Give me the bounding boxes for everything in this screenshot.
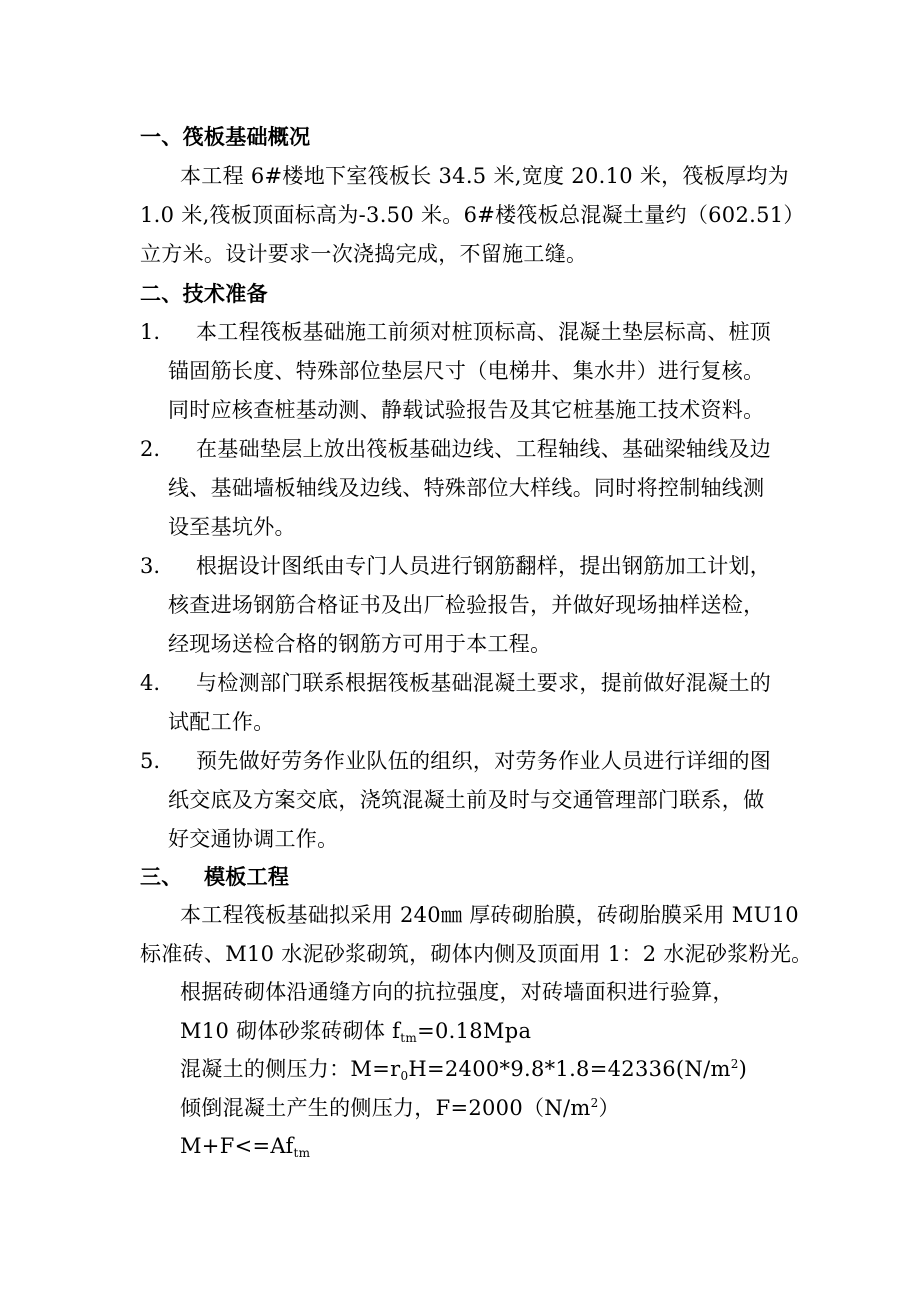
list-item-number: 4.: [140, 671, 161, 695]
list-item-line: 线、基础墙板轴线及边线、特殊部位大样线。同时将控制轴线测: [168, 476, 765, 500]
section-3-heading: 模板工程: [204, 864, 290, 889]
list-item-line: 锚固筋长度、特殊部位垫层尺寸（电梯井、集水井）进行复核。: [168, 359, 765, 383]
list-item-line: 在基础垫层上放出筏板基础边线、工程轴线、基础梁轴线及边: [196, 437, 772, 461]
list-item-line: 根据设计图纸由专门人员进行钢筋翻样，提出钢筋加工计划，: [196, 554, 772, 578]
formula-check-condition: $M+F<=Af_{tm}$: [180, 1134, 311, 1160]
section-3-line: 标准砖、M10 水泥砂浆砌筑，砌体内侧及顶面用 1：2 水泥砂浆粉光。: [140, 942, 813, 966]
section-3-heading-number: 三、: [140, 864, 183, 889]
section-1-line: 1.0 米,筏板顶面标高为-3.50 米。6#楼筏板总混凝土量约（602.51）: [140, 203, 805, 227]
section-2-heading: 二、技术准备: [140, 281, 268, 306]
list-item-line: 试配工作。: [168, 710, 275, 734]
list-item-number: 1.: [140, 320, 161, 344]
list-item-line: 好交通协调工作。: [168, 827, 339, 851]
list-item-number: 5.: [140, 749, 161, 773]
list-item-line: 纸交底及方案交底，浇筑混凝土前及时与交通管理部门联系，做: [168, 788, 765, 812]
list-item-line: 同时应核查桩基动测、静载试验报告及其它桩基施工技术资料。: [168, 398, 765, 422]
list-item-line: 本工程筏板基础施工前须对桩顶标高、混凝土垫层标高、桩顶: [196, 320, 772, 344]
section-1-heading: 一、筏板基础概况: [140, 124, 311, 149]
formula-lateral-pressure: 混凝土的侧压力：$M=r_0H=2400*9.8*1.8=42336(N/m^2)$: [180, 1057, 748, 1083]
section-1-line: 立方米。设计要求一次浇捣完成，不留施工缝。: [140, 242, 588, 266]
list-item-number: 3.: [140, 554, 161, 578]
list-item-line: 与检测部门联系根据筏板基础混凝土要求，提前做好混凝土的: [196, 671, 772, 695]
list-item-number: 2.: [140, 437, 161, 461]
formula-masonry-strength: M10 砌体砂浆砖砌体 $f_{tm}=0.18Mpa$: [180, 1019, 532, 1045]
list-item-line: 预先做好劳务作业队伍的组织，对劳务作业人员进行详细的图: [196, 749, 772, 773]
formula-pouring-pressure: 倾倒混凝土产生的侧压力，$F=2000(N/m^2)$: [180, 1096, 620, 1120]
section-3-line: 根据砖砌体沿通缝方向的抗拉强度，对砖墙面积进行验算，: [180, 980, 734, 1004]
list-item-line: 核查进场钢筋合格证书及出厂检验报告，并做好现场抽样送检，: [168, 593, 765, 617]
list-item-line: 设至基坑外。: [168, 515, 296, 539]
section-3-line: 本工程筏板基础拟采用 240㎜ 厚砖砌胎膜，砖砌胎膜采用 MU10: [180, 903, 799, 927]
section-1-line: 本工程 6#楼地下室筏板长 34.5 米,宽度 20.10 米，筏板厚均为: [180, 164, 789, 188]
list-item-line: 经现场送检合格的钢筋方可用于本工程。: [168, 632, 552, 656]
